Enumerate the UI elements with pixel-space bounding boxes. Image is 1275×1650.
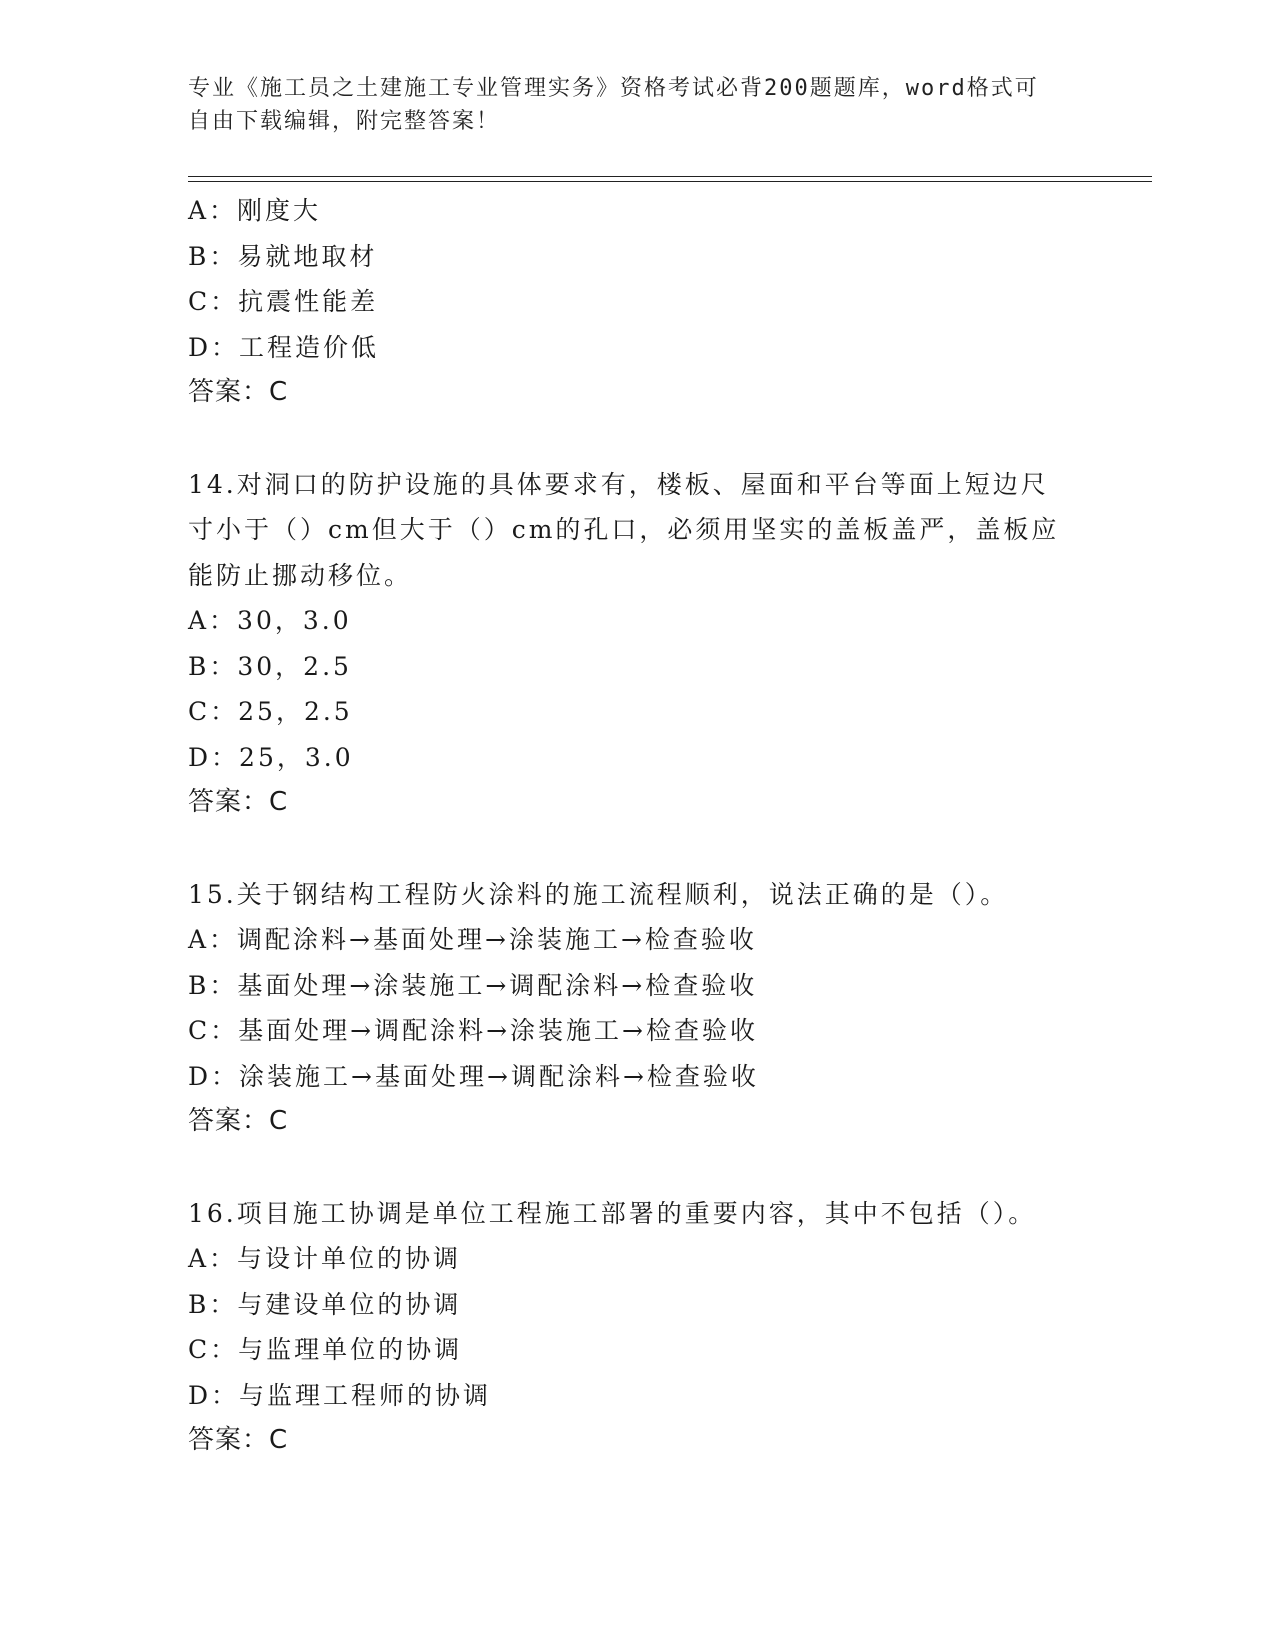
question-list xyxy=(188,188,1088,1464)
question-stem xyxy=(188,462,1088,599)
question-stem-line: 14.对洞口的防护设施的具体要求有，楼板、屋面和平台等面上短边尺 xyxy=(188,469,1049,499)
answer: 答案：C xyxy=(188,1106,289,1136)
question-stem-line: 寸小于（）cm但大于（）cm的孔口，必须用坚实的盖板盖严，盖板应 xyxy=(188,515,1060,544)
option-d: D：25，3.0 xyxy=(188,742,354,772)
question-stem xyxy=(188,1191,1088,1237)
option-c: C：基面处理→调配涂料→涂装施工→检查验收 xyxy=(188,1016,758,1045)
question-stem xyxy=(188,872,1088,918)
option-b: B：与建设单位的协调 xyxy=(188,1289,462,1319)
question-14 xyxy=(188,462,1088,826)
answer: 答案：C xyxy=(188,377,289,407)
option-b: B：基面处理→涂装施工→调配涂料→检查验收 xyxy=(188,970,758,1000)
question-15 xyxy=(188,872,1088,1145)
spacer xyxy=(188,826,1088,872)
question-stem-line: 15.关于钢结构工程防火涂料的施工流程顺利，说法正确的是（）。 xyxy=(188,879,1009,909)
option-d: D：工程造价低 xyxy=(188,332,380,362)
header-title-line-2: 自由下载编辑，附完整答案！ xyxy=(188,109,501,134)
header-divider-top xyxy=(188,176,1152,177)
spacer xyxy=(188,416,1088,462)
option-a: A：调配涂料→基面处理→涂装施工→检查验收 xyxy=(188,925,757,954)
header-title-line-1: 专业《施工员之土建施工专业管理实务》资格考试必背200题题库，word格式可 xyxy=(188,76,1039,101)
option-c: C：25，2.5 xyxy=(188,697,353,726)
option-b: B：易就地取材 xyxy=(188,241,378,271)
header-divider-bottom xyxy=(188,181,1152,182)
document-header xyxy=(188,72,1068,138)
option-d: D：与监理工程师的协调 xyxy=(188,1380,492,1410)
question-16 xyxy=(188,1191,1088,1464)
question-stem-line: 16.项目施工协调是单位工程施工部署的重要内容，其中不包括（）。 xyxy=(188,1198,1037,1228)
option-a: A：与设计单位的协调 xyxy=(188,1244,462,1273)
question-stem-line: 能防止挪动移位。 xyxy=(188,560,413,590)
answer: 答案：C xyxy=(188,787,289,817)
option-b: B：30，2.5 xyxy=(188,651,352,681)
option-a: A：30，3.0 xyxy=(188,606,352,635)
spacer xyxy=(188,1145,1088,1191)
answer: 答案：C xyxy=(188,1425,289,1455)
option-a: A：刚度大 xyxy=(188,196,322,225)
option-c: C：与监理单位的协调 xyxy=(188,1335,463,1364)
option-c: C：抗震性能差 xyxy=(188,287,379,316)
question-13 xyxy=(188,188,1088,416)
option-d: D：涂装施工→基面处理→调配涂料→检查验收 xyxy=(188,1061,759,1091)
